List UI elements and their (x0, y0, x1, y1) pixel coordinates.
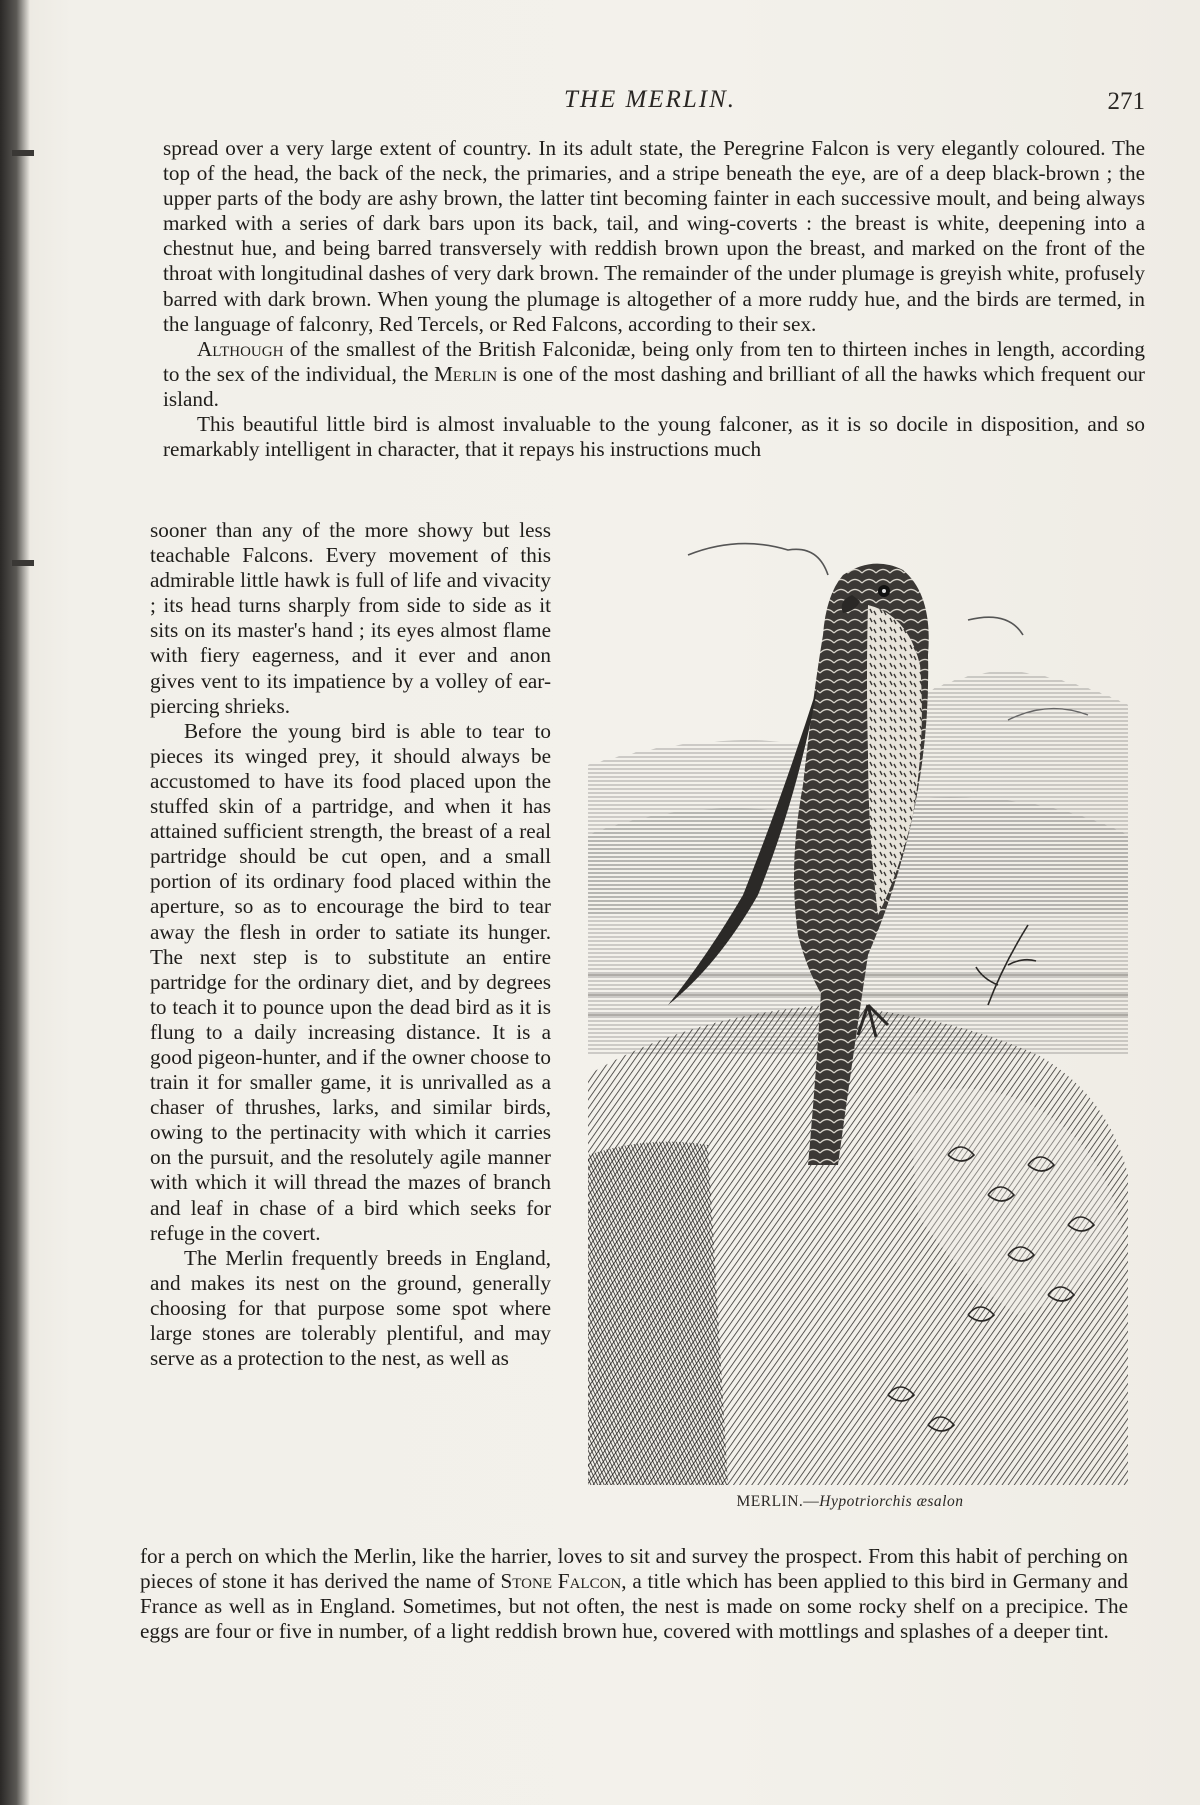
scan-edge-shadow (0, 0, 30, 1805)
text-column-left (150, 518, 551, 1371)
text-run: , a title which has been applied to this bird in Germany and France as well as in England. Sometimes, but not often, the nest is made on some rocky shelf on a precipice. The eggs are four or five in number, of a light reddish brown hue, covered with mottlings and splashes of a deeper tint. (140, 1569, 1129, 1644)
paragraph-breeding: The Merlin frequently breeds in England, and makes its nest on the ground, generally choosing for that purpose some spot where large stones are tolerably plentiful, and may serve as a protection to the nest, as well as (150, 1245, 551, 1371)
figure-caption (600, 1493, 1100, 1511)
merlin-name: Merlin (434, 361, 498, 386)
text-block-bottom (140, 1544, 1128, 1644)
paragraph-merlin-intro (163, 337, 1145, 412)
drop-word: Although (197, 336, 284, 361)
page-header (155, 86, 1145, 126)
stone-falcon-name: Stone Falcon (500, 1569, 622, 1594)
text-run: of the smallest of the British Falconidæ, being only from ten to thirteen inches in length, according to the sex of the individual, the (163, 336, 1145, 386)
paragraph-stone-falcon (140, 1544, 1128, 1644)
running-title: THE MERLIN. (564, 86, 736, 113)
text-run: is one of the most dashing and brilliant of all the hawks which frequent our island. (163, 361, 1145, 411)
paragraph-docile: This beautiful little bird is almost invaluable to the young falconer, as it is so docile in disposition, and so remarkably intelligent in character, that it repays his instructions much (163, 412, 1145, 462)
page-number: 271 (1107, 88, 1145, 115)
paragraph-training: Before the young bird is able to tear to pieces its winged prey, it should always be accustomed to have its food placed upon the stuffed skin of a partridge, and when it has attained sufficient strength, the breast of a real partridge should be cut open, and a small portion of its ordinary food placed within the aperture, so as to encourage the bird to tear away the flesh in order to satiate its hunger. The next step is to substitute an entire partridge for the ordinary diet, and by degrees to teach it to pounce upon the dead bird as it is flung to a daily increasing distance. It is a good pigeon-hunter, and if the owner choose to train it for smaller game, it is unrivalled as a chaser of thrushes, larks, and similar birds, owing to the pertinacity with which it carries on the pursuit, and the resolutely agile manner with which it will thread the mazes of branch and leaf in chase of a bird which seeks for refuge in the covert. (150, 718, 551, 1245)
edge-mark (12, 560, 34, 566)
edge-mark (12, 150, 34, 156)
text-run: for a perch on which the Merlin, like the harrier, loves to sit and survey the prospect. From this habit of perching on pieces of stone it has derived the name of (140, 1544, 1128, 1594)
merlin-engraving-icon (568, 535, 1133, 1485)
paragraph-peregrine: spread over a very large extent of country. In its adult state, the Peregrine Falcon is very elegantly coloured. The top of the head, the back of the neck, the primaries, and a stripe beneath the eye, are of a deep black-brown ; the upper parts of the body are ashy brown, the latter tint becoming fainter in each successive moult, and being always marked with a series of dark bars upon its back, tail, and wing-coverts : the breast is white, deepening into a chestnut hue, and being barred transversely with reddish brown upon the breast, and marked on the front of the throat with longitudinal dashes of very dark brown. The remainder of the under plumage is greyish white, profusely barred with dark brown. When young the plumage is altogether of a more ruddy hue, and the birds are termed, in the language of falconry, Red Tercels, or Red Falcons, according to their sex. (163, 136, 1145, 336)
caption-label: MERLIN.— (736, 1493, 820, 1510)
paragraph-docile-cont: sooner than any of the more showy but less teachable Falcons. Every movement of this admirable little hawk is full of life and vivacity ; its head turns sharply from side to side as it sits on its master's hand ; its eyes almost flame with fiery eagerness, and it ever and anon gives vent to its impatience by a volley of ear-piercing shrieks. (150, 518, 551, 718)
caption-species: Hypotriorchis æsalon (819, 1493, 964, 1510)
text-block-top (163, 136, 1145, 462)
